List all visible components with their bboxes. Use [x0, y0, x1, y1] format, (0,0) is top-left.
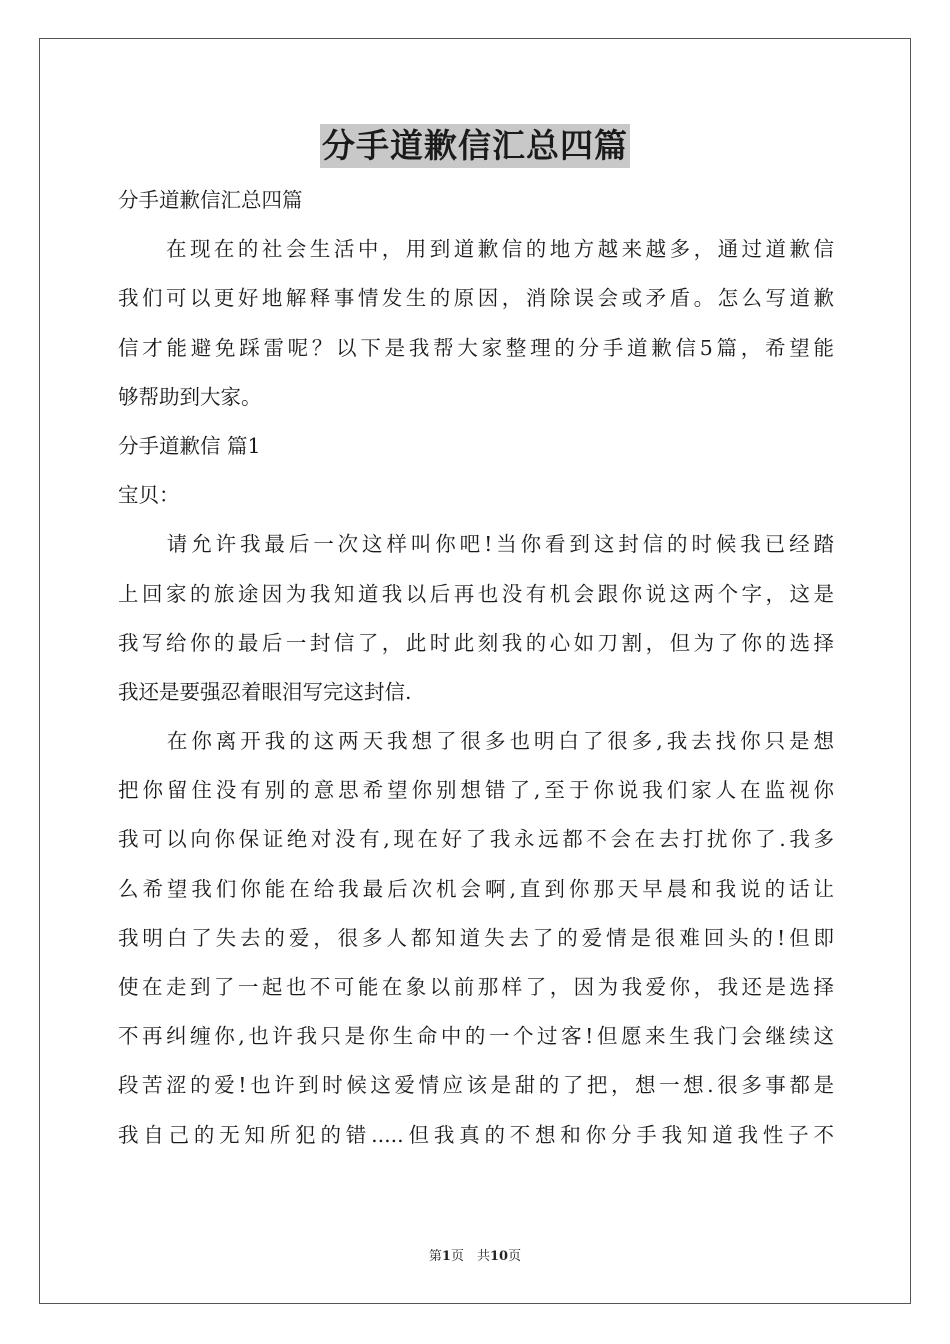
document-title: 分手道歉信汇总四篇 [320, 124, 630, 168]
body-line: 使在走到了一起也不可能在象以前那样了，因为我爱你，我还是选择 [118, 975, 834, 999]
body-line: 我明白了失去的爱，很多人都知道失去了的爱情是很难回头的!但即 [118, 925, 834, 950]
body-line: 请允许我最后一次这样叫你吧!当你看到这封信的时候我已经踏 [118, 532, 834, 557]
footer-suffix: 页 [508, 1249, 522, 1264]
body-line: 我自己的无知所犯的错.....但我真的不想和你分手我知道我性子不 [118, 1122, 834, 1147]
page-footer [0, 1248, 950, 1266]
body-line: 段苦涩的爱!也许到时候这爱情应该是甜的了把，想一想.很多事都是 [118, 1073, 834, 1098]
title-container [0, 124, 950, 168]
salutation: 宝贝： [118, 483, 180, 508]
body-line: 我写给你的最后一封信了，此时此刻我的心如刀割，但为了你的选择 [118, 630, 834, 655]
body-line: 把你留住没有别的意思希望你别想错了,至于你说我们家人在监视你 [118, 778, 834, 803]
body-line: 么希望我们你能在给我最后次机会啊,直到你那天早晨和我说的话让 [118, 876, 834, 901]
section-heading: 分手道歉信 篇1 [118, 433, 261, 458]
current-page-number: 1 [441, 1249, 451, 1264]
body-line: 我还是要强忍着眼泪写完这封信. [118, 679, 412, 704]
body-line: 在现在的社会生活中，用到道歉信的地方越来越多，通过道歉信 [118, 237, 834, 262]
total-pages-number: 10 [489, 1249, 509, 1264]
body-line: 信才能避免踩雷呢？以下是我帮大家整理的分手道歉信5篇，希望能 [118, 335, 834, 360]
footer-mid: 页 共 [450, 1249, 490, 1264]
body-line: 我可以向你保证绝对没有,现在好了我永远都不会在去打扰你了.我多 [118, 827, 834, 852]
body-line: 在你离开我的这两天我想了很多也明白了很多,我去找你只是想 [118, 729, 834, 754]
body-line: 不再纠缠你,也许我只是你生命中的一个过客!但愿来生我门会继续这 [118, 1024, 834, 1049]
body-line: 上回家的旅途因为我知道我以后再也没有机会跟你说这两个字，这是 [118, 581, 834, 606]
body-line: 我们可以更好地解释事情发生的原因，消除误会或矛盾。怎么写道歉 [118, 286, 834, 311]
document-body [118, 176, 834, 1160]
body-line: 分手道歉信汇总四篇 [118, 188, 303, 212]
body-line: 够帮助到大家。 [118, 384, 262, 409]
footer-prefix: 第 [428, 1249, 442, 1264]
